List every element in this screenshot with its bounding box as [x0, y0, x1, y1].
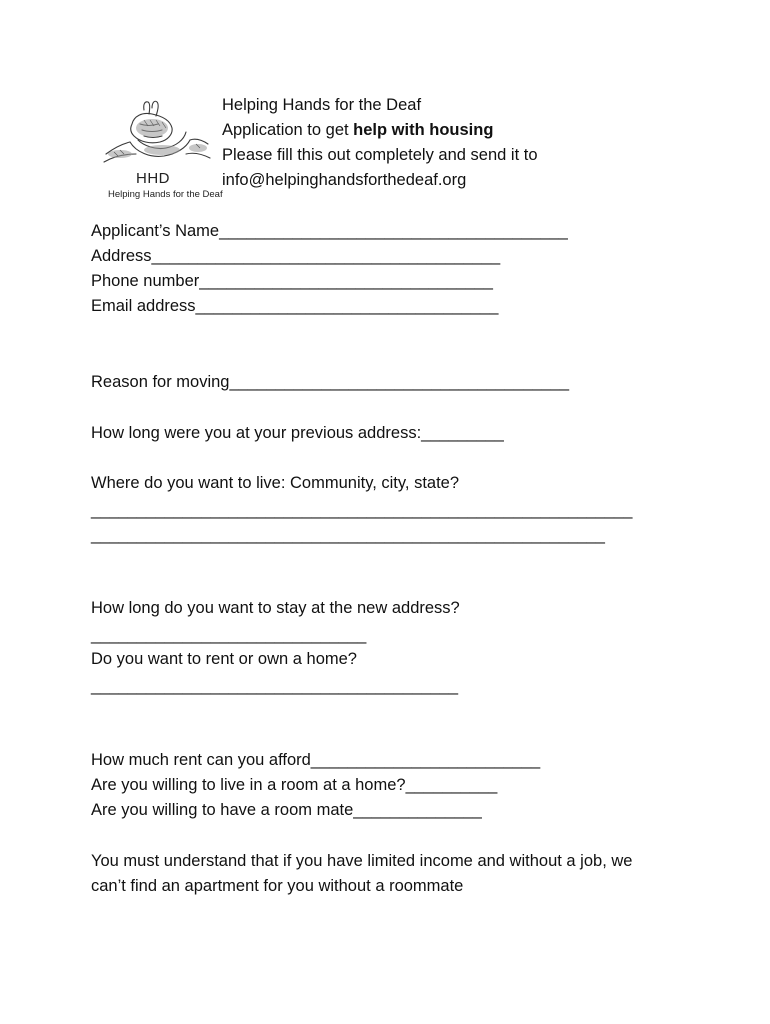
contact-email: info@helpinghandsforthedeaf.org [222, 171, 467, 189]
signing-hands-icon [100, 96, 216, 172]
desired-location-line-1: ___________________________________________________________ [91, 501, 633, 519]
notice-line-2: can’t find an apartment for you without a roommate [91, 877, 464, 895]
header-block [222, 93, 538, 193]
applicant-name-field: Applicant’s Name______________________________________ [91, 222, 568, 240]
address-field: Address______________________________________ [91, 247, 501, 265]
phone-field: Phone number________________________________ [91, 272, 493, 290]
stay-duration-line: ______________________________ [91, 626, 367, 644]
roommate-field: Are you willing to have a room mate______________ [91, 801, 482, 819]
email-field: Email address_________________________________ [91, 297, 499, 315]
stay-duration-question: How long do you want to stay at the new address? [91, 599, 460, 617]
logo-abbreviation: HHD [136, 170, 170, 187]
desired-location-question: Where do you want to live: Community, city, state? [91, 474, 460, 492]
rent-or-own-line: ________________________________________ [91, 677, 459, 695]
application-title-prefix: Application to get [222, 121, 354, 139]
application-title [222, 118, 538, 143]
desired-location-line-2: ________________________________________________________ [91, 526, 605, 544]
instruction-text: Please fill this out completely and send it to [222, 146, 538, 164]
notice-line-1: You must understand that if you have limited income and without a job, we [91, 852, 633, 870]
org-name: Helping Hands for the Deaf [222, 96, 422, 114]
room-at-home-field: Are you willing to live in a room at a home?__________ [91, 776, 498, 794]
application-title-bold: help with housing [353, 121, 494, 139]
hhd-logo [100, 96, 223, 204]
reason-field: Reason for moving_____________________________________ [91, 373, 570, 391]
rent-or-own-question: Do you want to rent or own a home? [91, 650, 357, 668]
rent-afford-field: How much rent can you afford_________________________ [91, 751, 541, 769]
logo-tagline: Helping Hands for the Deaf [108, 189, 223, 200]
previous-address-duration-field: How long were you at your previous address:_________ [91, 424, 504, 442]
